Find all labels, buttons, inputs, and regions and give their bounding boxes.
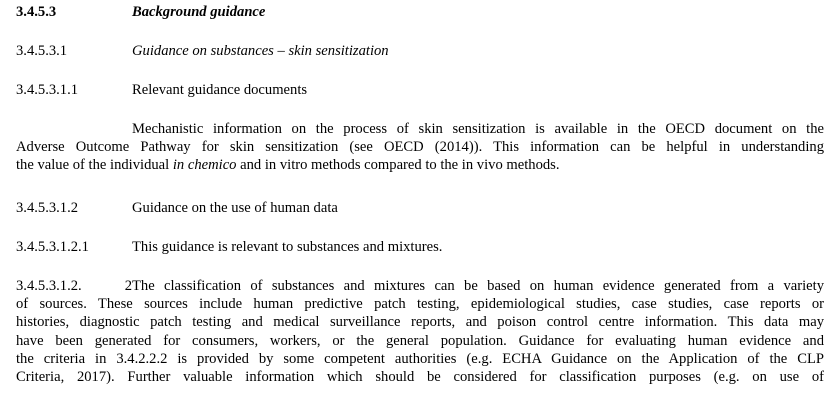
section-number: 3.4.5.3.1.2: [16, 200, 79, 216]
section-number: 3.4.5.3: [16, 4, 57, 20]
section-heading-3-4-5-3-1-2-1: [16, 238, 442, 256]
section-heading-3-4-5-3-1-1: [16, 81, 307, 99]
paragraph-number: 3.4.5.3.1.2. 2: [16, 278, 132, 294]
text-run: The classification of substances and mixtures can be based on human evidence generated from a variety: [132, 278, 824, 294]
paragraph-line: of sources. These sources include human predictive patch testing, epidemiological studies, case studies, case reports or: [16, 296, 824, 313]
paragraph-line: Mechanistic information on the process of skin sensitization is available in the OECD document on the: [132, 121, 824, 137]
paragraph-line: [16, 156, 824, 174]
text-run: the value of the individual: [16, 157, 173, 174]
section-title: Background guidance: [132, 4, 266, 20]
section-heading-3-4-5-3: [16, 3, 265, 21]
paragraph-line: the criteria in 3.4.2.2.2 is provided by some competent authorities (e.g. ECHA Guidance on the Application of the CLP: [16, 350, 824, 367]
section-title: Relevant guidance documents: [132, 82, 308, 98]
section-title: Guidance on substances – skin sensitization: [132, 43, 389, 59]
italic-term: in chemico: [172, 157, 237, 174]
paragraph-line: histories, diagnostic patch testing and medical surveillance reports, and poison control centre information. This data may: [16, 314, 824, 331]
section-number: 3.4.5.3.1.1: [16, 82, 79, 98]
section-heading-3-4-5-3-1: [16, 42, 389, 60]
paragraph-mechanistic-info: [16, 120, 824, 175]
section-number: 3.4.5.3.1: [16, 43, 68, 59]
paragraph-human-evidence: [16, 277, 824, 386]
paragraph-line: Criteria, 2017). Further valuable information which should be considered for classification purposes (e.g. on use of: [16, 369, 824, 386]
paragraph-line: have been generated for consumers, workers, or the general population. Guidance for evaluating human evidence and: [16, 332, 824, 349]
text-run: and in vitro methods compared to the in vivo methods.: [236, 157, 560, 174]
section-number: 3.4.5.3.1.2.1: [16, 239, 89, 255]
section-heading-3-4-5-3-1-2: [16, 199, 338, 217]
section-title: This guidance is relevant to substances and mixtures.: [132, 239, 443, 255]
section-title: Guidance on the use of human data: [132, 200, 338, 216]
paragraph-line: [16, 277, 824, 295]
paragraph-line: Adverse Outcome Pathway for skin sensitization (see OECD (2014)). This information can be helpful in understanding: [16, 139, 824, 156]
